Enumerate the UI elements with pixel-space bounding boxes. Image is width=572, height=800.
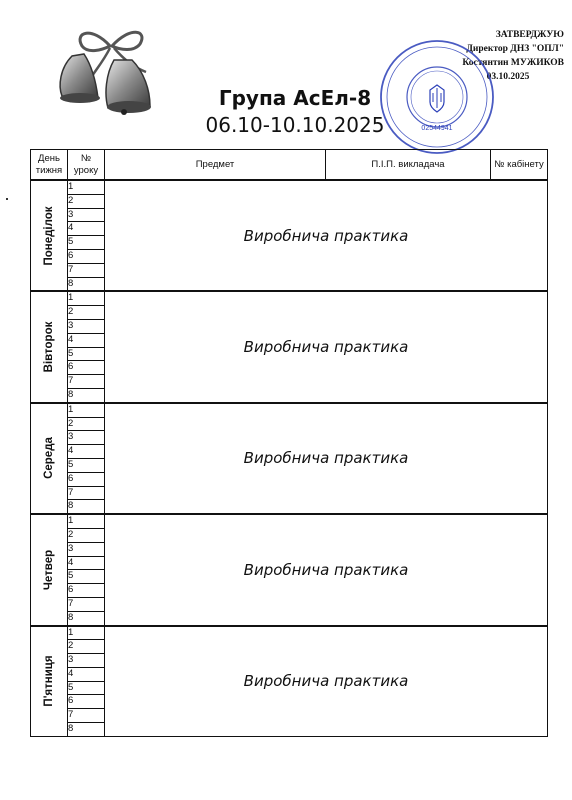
table-header-row xyxy=(31,150,548,181)
lesson-number: 5 xyxy=(68,236,105,250)
day-name: Вівторок xyxy=(43,321,55,373)
day-cell xyxy=(31,403,68,514)
bell-logo-icon xyxy=(52,24,170,116)
lesson-number: 2 xyxy=(68,640,105,654)
lesson-number: 7 xyxy=(68,263,105,277)
lesson-number: 6 xyxy=(68,361,105,375)
table-row xyxy=(31,626,548,640)
column-header-subject: Предмет xyxy=(105,150,326,181)
lesson-number: 2 xyxy=(68,417,105,431)
day-cell xyxy=(31,180,68,291)
lesson-number: 1 xyxy=(68,626,105,640)
scan-speck xyxy=(6,198,8,200)
column-header-teacher: П.І.П. викладача xyxy=(326,150,491,181)
subject-cell: Виробнича практика xyxy=(105,291,548,402)
day-name: Середа xyxy=(43,437,55,480)
lesson-number: 1 xyxy=(68,180,105,194)
approval-date: 03.10.2025 xyxy=(486,72,530,82)
column-header-day: День тижня xyxy=(31,150,68,181)
lesson-number: 7 xyxy=(68,709,105,723)
table-row xyxy=(31,514,548,528)
day-cell xyxy=(31,514,68,625)
approval-name: Костянтин МУЖИКОВ xyxy=(462,58,564,68)
lesson-number: 3 xyxy=(68,542,105,556)
date-range: 06.10-10.10.2025 xyxy=(205,113,385,137)
approval-position: Директор ДНЗ "ОПЛ" xyxy=(466,44,564,54)
lesson-number: 8 xyxy=(68,277,105,291)
lesson-number: 1 xyxy=(68,514,105,528)
lesson-number: 8 xyxy=(68,611,105,625)
lesson-number: 3 xyxy=(68,208,105,222)
subject-cell: Виробнича практика xyxy=(105,180,548,291)
lesson-number: 4 xyxy=(68,333,105,347)
lesson-number: 1 xyxy=(68,403,105,417)
subject-cell: Виробнича практика xyxy=(105,514,548,625)
approval-heading: ЗАТВЕРДЖУЮ xyxy=(495,30,564,40)
table-row xyxy=(31,180,548,194)
lesson-number: 3 xyxy=(68,654,105,668)
lesson-number: 6 xyxy=(68,695,105,709)
column-header-lesson: № уроку xyxy=(68,150,105,181)
lesson-number: 3 xyxy=(68,319,105,333)
lesson-number: 6 xyxy=(68,584,105,598)
lesson-number: 4 xyxy=(68,556,105,570)
table-row xyxy=(31,403,548,417)
lesson-number: 4 xyxy=(68,222,105,236)
lesson-number: 5 xyxy=(68,570,105,584)
stamp-code: 02544941 xyxy=(421,125,453,132)
lesson-number: 4 xyxy=(68,445,105,459)
day-name: Четвер xyxy=(43,549,55,590)
lesson-number: 7 xyxy=(68,375,105,389)
lesson-number: 5 xyxy=(68,347,105,361)
day-cell xyxy=(31,626,68,737)
lesson-number: 3 xyxy=(68,431,105,445)
lesson-number: 7 xyxy=(68,486,105,500)
column-header-room: № кабінету xyxy=(491,150,548,181)
lesson-number: 5 xyxy=(68,458,105,472)
lesson-number: 2 xyxy=(68,528,105,542)
lesson-number: 1 xyxy=(68,291,105,305)
subject-cell: Виробнича практика xyxy=(105,403,548,514)
day-name: Понеділок xyxy=(43,206,55,266)
lesson-number: 8 xyxy=(68,388,105,402)
lesson-number: 2 xyxy=(68,194,105,208)
lesson-number: 7 xyxy=(68,597,105,611)
subject-cell: Виробнича практика xyxy=(105,626,548,737)
day-name: П'ятниця xyxy=(43,655,55,707)
lesson-number: 8 xyxy=(68,723,105,737)
schedule-table xyxy=(30,149,548,737)
lesson-number: 6 xyxy=(68,472,105,486)
lesson-number: 8 xyxy=(68,500,105,514)
lesson-number: 4 xyxy=(68,667,105,681)
lesson-number: 2 xyxy=(68,306,105,320)
table-row xyxy=(31,291,548,305)
lesson-number: 6 xyxy=(68,249,105,263)
lesson-number: 5 xyxy=(68,681,105,695)
page-title: Група АсЕл-8 xyxy=(218,86,372,110)
day-cell xyxy=(31,291,68,402)
